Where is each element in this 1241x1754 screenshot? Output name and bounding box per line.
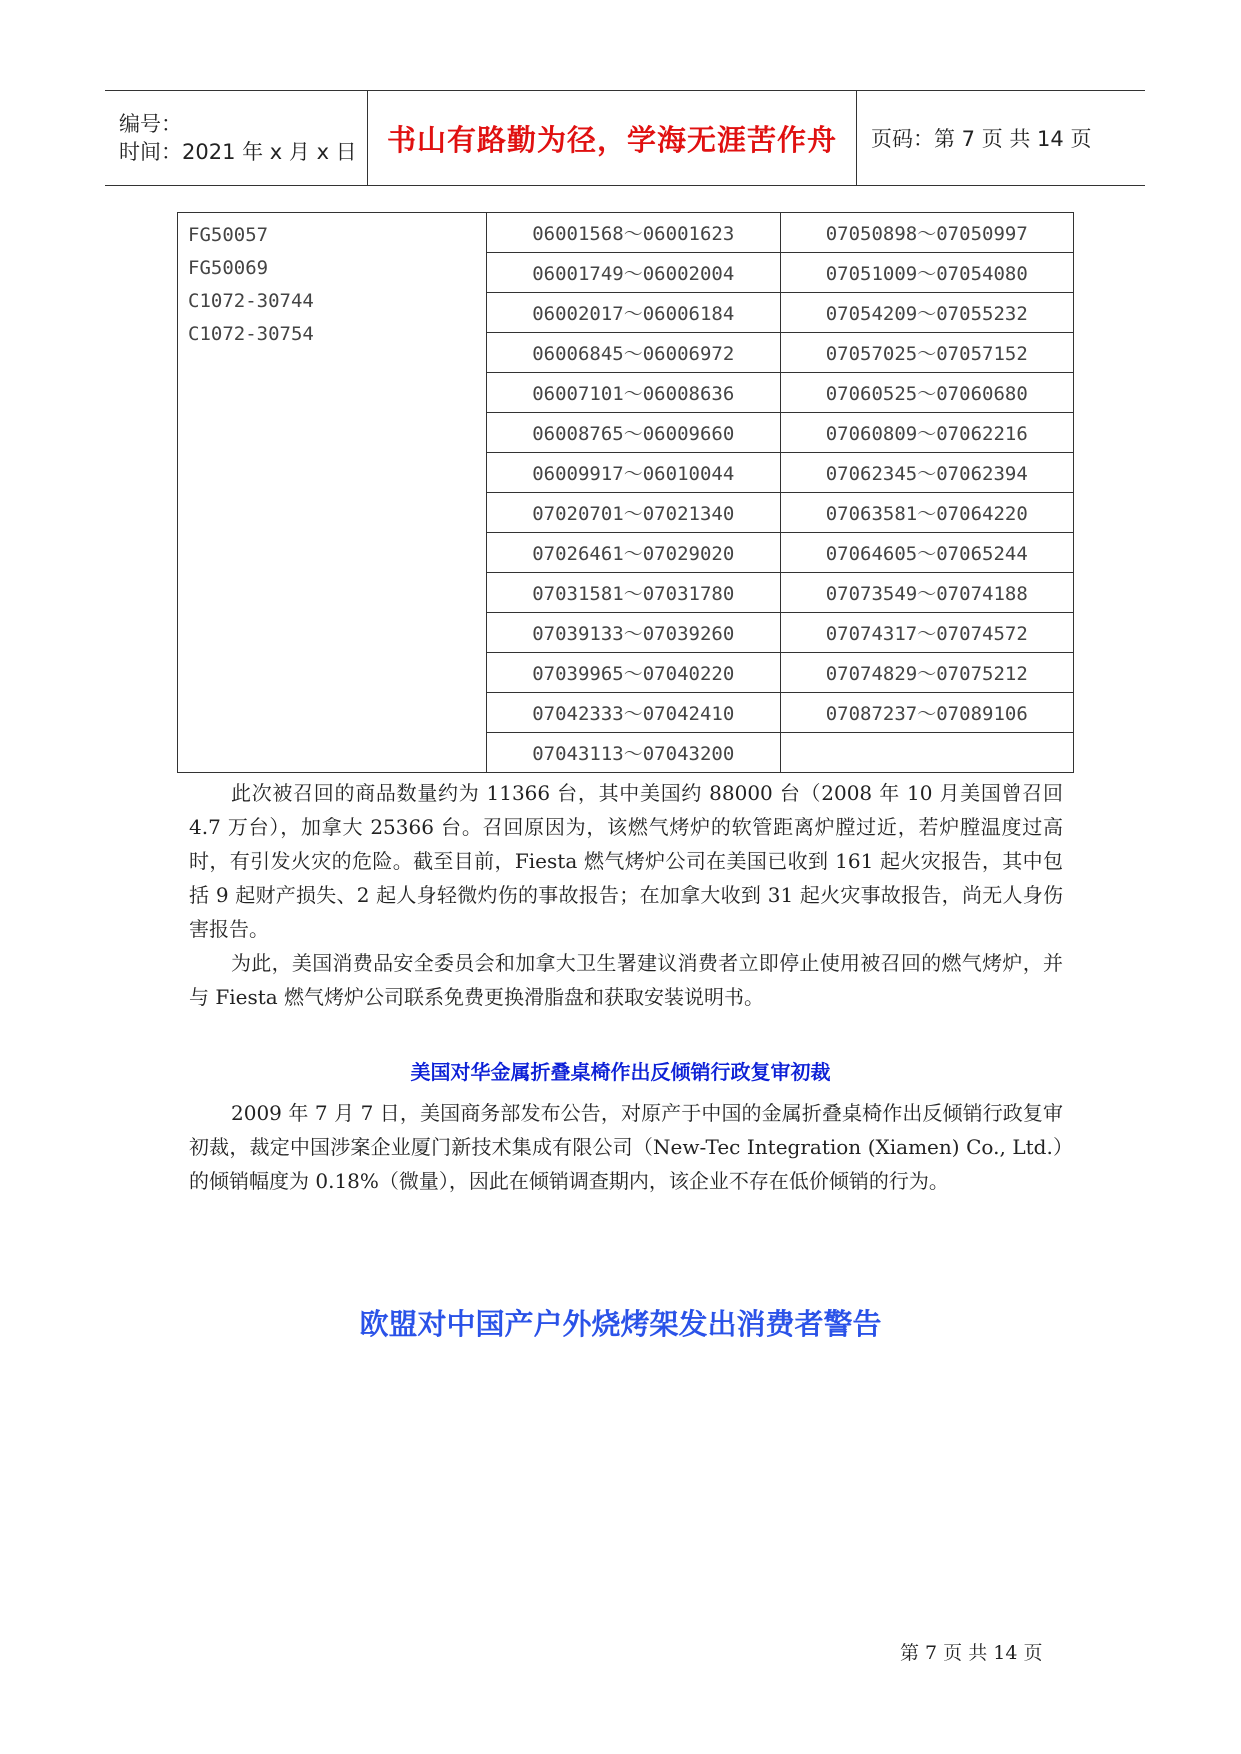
serial-range-cell: 07087237～07089106: [780, 693, 1074, 733]
serial-range-cell: 07057025～07057152: [780, 333, 1074, 373]
serial-range-cell: 07042333～07042410: [487, 693, 781, 733]
serial-range-cell: 07064605～07065244: [780, 533, 1074, 573]
serial-range-cell: 06006845～06006972: [487, 333, 781, 373]
motto-text: 书山有路勤为径，学海无涯苦作舟: [386, 122, 837, 157]
serial-range-cell: 07054209～07055232: [780, 293, 1074, 333]
serial-range-cell: 07020701～07021340: [487, 493, 781, 533]
paragraph-recommendation: 为此，美国消费品安全委员会和加拿大卫生署建议消费者立即停止使用被召回的燃气烤炉，并与 Fiesta 燃气烤炉公司联系免费更换滑脂盘和获取安装说明书。: [189, 951, 1063, 1009]
serial-range-cell: 06009917～06010044: [487, 453, 781, 493]
paragraph-anti-dumping: 2009 年 7 月 7 日，美国商务部发布公告，对原产于中国的金属折叠桌椅作出反倾销行政复审初裁，裁定中国涉案企业厦门新技术集成有限公司（New-Tec Integration (Xiamen) Co., Ltd.）的倾销幅度为 0.18%（微量），因此在倾销调查期内，该企业不存在低价倾销的行为。: [189, 1101, 1063, 1193]
header-page-number: [857, 91, 1145, 185]
page-header: [105, 90, 1145, 186]
serial-range-cell: 07063581～07064220: [780, 493, 1074, 533]
page-label: 页码：第 7 页 共 14 页: [871, 127, 1092, 151]
model-number-cell: [178, 213, 487, 773]
model-number: C1072-30744: [188, 290, 314, 312]
serial-range-cell: 07050898～07050997: [780, 213, 1074, 253]
serial-range-cell: 07051009～07054080: [780, 253, 1074, 293]
model-number: FG50069: [188, 257, 269, 279]
serial-range-cell: 07031581～07031780: [487, 573, 781, 613]
serial-range-cell: 06007101～06008636: [487, 373, 781, 413]
header-motto: [368, 91, 857, 185]
serial-range-cell: 07026461～07029020: [487, 533, 781, 573]
serial-range-cell: 07062345～07062394: [780, 453, 1074, 493]
model-number: C1072-30754: [188, 323, 314, 345]
serial-range-cell: 07074829～07075212: [780, 653, 1074, 693]
serial-range-cell: 06001568～06001623: [487, 213, 781, 253]
serial-range-cell: 06008765～06009660: [487, 413, 781, 453]
serial-range-cell: 06002017～06006184: [487, 293, 781, 333]
paragraph-recall-details: 此次被召回的商品数量约为 11366 台，其中美国约 88000 台（2008 年 10 月美国曾召回 4.7 万台），加拿大 25366 台。召回原因为，该燃气烤炉的软管距离炉膛过近，若炉膛温度过高时，有引发火灾的危险。截至目前，Fiesta 燃气烤炉公司在美国已收到 161 起火灾报告，其中包括 9 起财产损失、2 起人身轻微灼伤的事故报告；在加拿大收到 31 起火灾事故报告，尚无人身伤害报告。: [189, 781, 1063, 941]
model-number: FG50057: [188, 224, 269, 246]
serial-range-cell: 07039133～07039260: [487, 613, 781, 653]
time-label: 时间：2021 年 x 月 x 日: [119, 140, 357, 164]
serial-number-table: [177, 212, 1074, 773]
serial-range-cell: 06001749～06002004: [487, 253, 781, 293]
header-meta: [105, 91, 368, 185]
serial-range-cell: 07039965～07040220: [487, 653, 781, 693]
section-title-eu-warning: 欧盟对中国产户外烧烤架发出消费者警告: [359, 1307, 882, 1341]
serial-range-cell: 07060809～07062216: [780, 413, 1074, 453]
section-title-anti-dumping: 美国对华金属折叠桌椅作出反倾销行政复审初裁: [410, 1060, 831, 1084]
serial-range-cell: 07073549～07074188: [780, 573, 1074, 613]
page-footer: 第 7 页 共 14 页: [900, 1642, 1043, 1664]
number-label: 编号：: [119, 112, 182, 136]
serial-range-cell: [780, 733, 1074, 773]
serial-range-cell: 07074317～07074572: [780, 613, 1074, 653]
serial-range-cell: 07043113～07043200: [487, 733, 781, 773]
serial-range-cell: 07060525～07060680: [780, 373, 1074, 413]
table-row: [178, 213, 1074, 253]
